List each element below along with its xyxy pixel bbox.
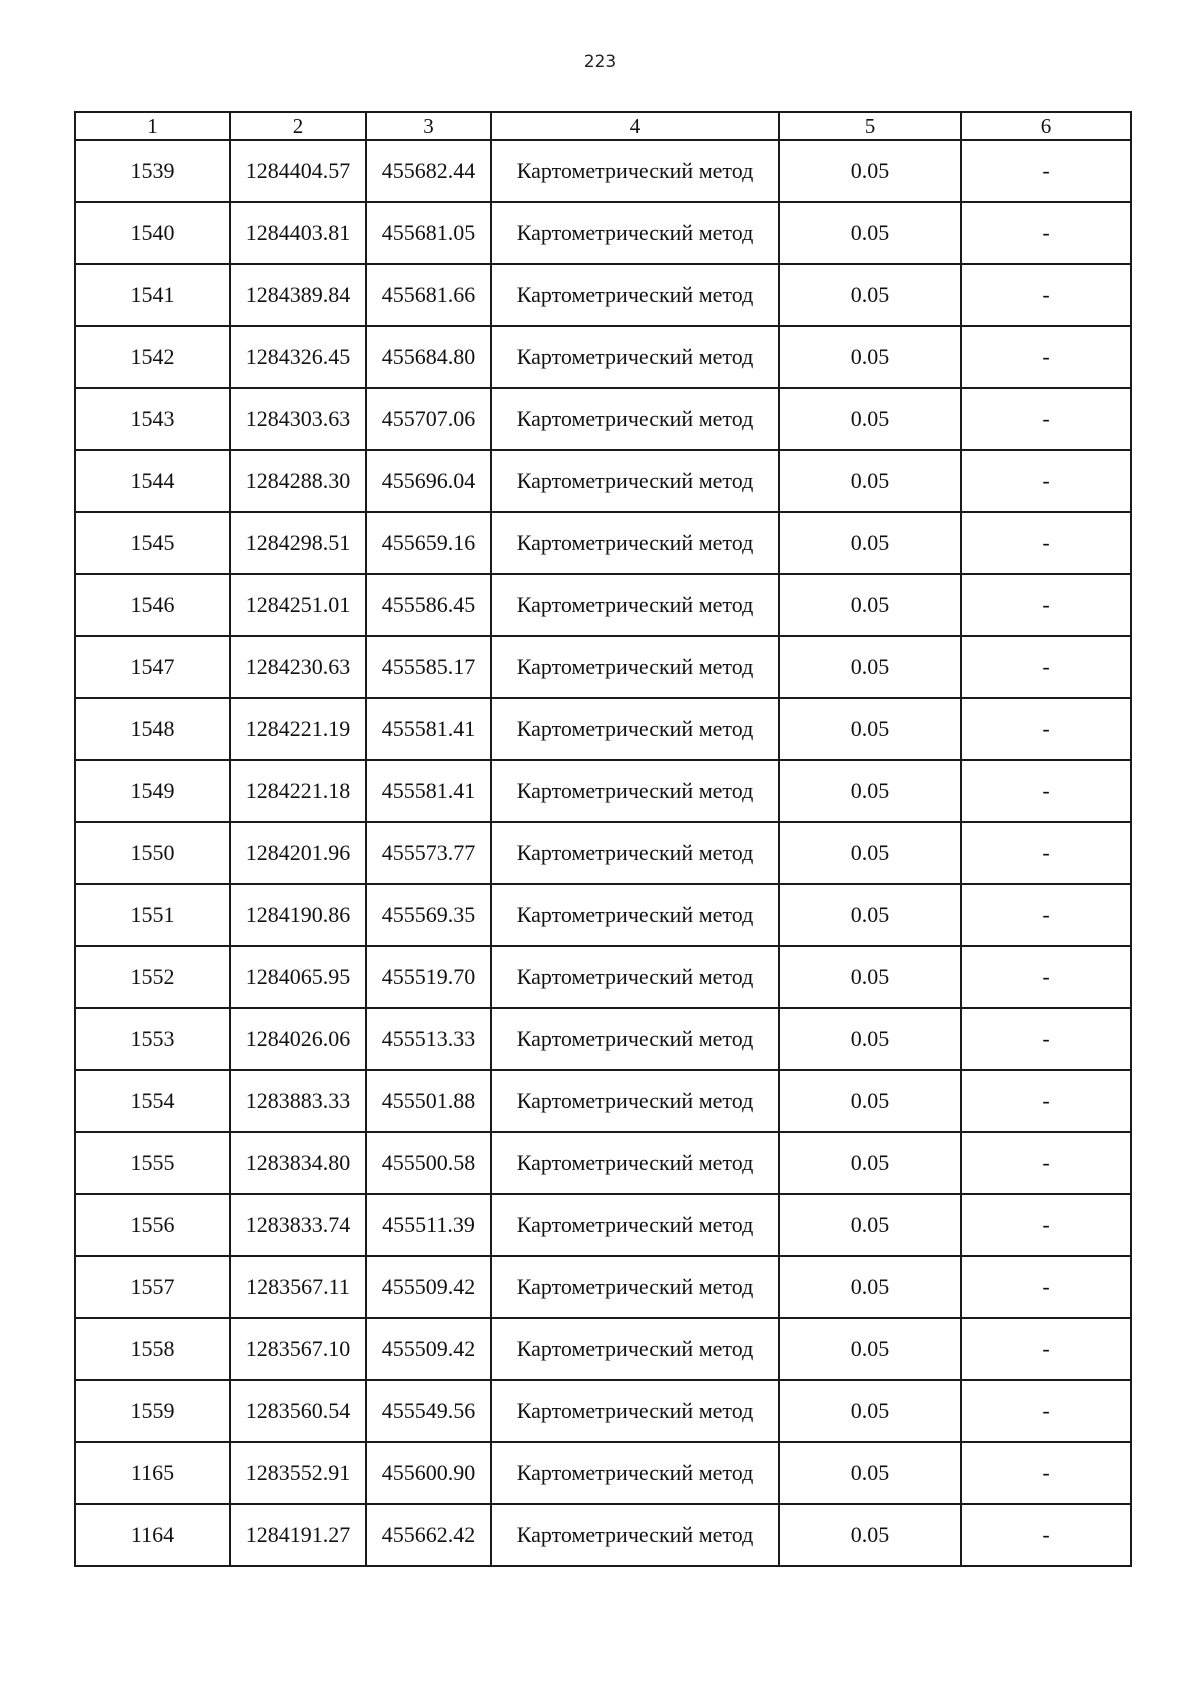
table-row	[75, 1256, 1131, 1318]
x-coordinate-cell: 1284389.84	[230, 264, 366, 326]
x-coordinate-cell: 1283552.91	[230, 1442, 366, 1504]
x-coordinate-cell: 1284065.95	[230, 946, 366, 1008]
y-coordinate-cell: 455511.39	[366, 1194, 491, 1256]
point-number-cell: 1539	[75, 140, 230, 202]
table-row	[75, 822, 1131, 884]
point-number-cell: 1543	[75, 388, 230, 450]
y-coordinate-cell: 455662.42	[366, 1504, 491, 1566]
y-coordinate-cell: 455509.42	[366, 1318, 491, 1380]
table-row	[75, 760, 1131, 822]
note-cell: -	[961, 450, 1131, 512]
table-row	[75, 1070, 1131, 1132]
x-coordinate-cell: 1284298.51	[230, 512, 366, 574]
table-row	[75, 450, 1131, 512]
accuracy-cell: 0.05	[779, 760, 961, 822]
method-cell: Картометрический метод	[491, 636, 779, 698]
accuracy-cell: 0.05	[779, 1380, 961, 1442]
x-coordinate-cell: 1284404.57	[230, 140, 366, 202]
accuracy-cell: 0.05	[779, 698, 961, 760]
note-cell: -	[961, 1132, 1131, 1194]
accuracy-cell: 0.05	[779, 1132, 961, 1194]
accuracy-cell: 0.05	[779, 884, 961, 946]
column-header: 6	[961, 112, 1131, 140]
accuracy-cell: 0.05	[779, 1442, 961, 1504]
x-coordinate-cell: 1284201.96	[230, 822, 366, 884]
method-cell: Картометрический метод	[491, 264, 779, 326]
method-cell: Картометрический метод	[491, 1504, 779, 1566]
x-coordinate-cell: 1283833.74	[230, 1194, 366, 1256]
point-number-cell: 1544	[75, 450, 230, 512]
method-cell: Картометрический метод	[491, 822, 779, 884]
y-coordinate-cell: 455585.17	[366, 636, 491, 698]
point-number-cell: 1551	[75, 884, 230, 946]
table-row	[75, 1132, 1131, 1194]
accuracy-cell: 0.05	[779, 1504, 961, 1566]
column-header: 1	[75, 112, 230, 140]
point-number-cell: 1545	[75, 512, 230, 574]
note-cell: -	[961, 946, 1131, 1008]
y-coordinate-cell: 455569.35	[366, 884, 491, 946]
table-row	[75, 1380, 1131, 1442]
point-number-cell: 1553	[75, 1008, 230, 1070]
table-row	[75, 264, 1131, 326]
y-coordinate-cell: 455659.16	[366, 512, 491, 574]
x-coordinate-cell: 1284190.86	[230, 884, 366, 946]
y-coordinate-cell: 455513.33	[366, 1008, 491, 1070]
note-cell: -	[961, 698, 1131, 760]
x-coordinate-cell: 1283834.80	[230, 1132, 366, 1194]
method-cell: Картометрический метод	[491, 1008, 779, 1070]
column-header: 5	[779, 112, 961, 140]
method-cell: Картометрический метод	[491, 450, 779, 512]
point-number-cell: 1547	[75, 636, 230, 698]
x-coordinate-cell: 1284221.18	[230, 760, 366, 822]
method-cell: Картометрический метод	[491, 512, 779, 574]
page-number: 223	[583, 52, 617, 72]
table-row	[75, 636, 1131, 698]
accuracy-cell: 0.05	[779, 822, 961, 884]
table-row	[75, 884, 1131, 946]
point-number-cell: 1554	[75, 1070, 230, 1132]
accuracy-cell: 0.05	[779, 1256, 961, 1318]
method-cell: Картометрический метод	[491, 1380, 779, 1442]
note-cell: -	[961, 140, 1131, 202]
accuracy-cell: 0.05	[779, 1194, 961, 1256]
point-number-cell: 1540	[75, 202, 230, 264]
y-coordinate-cell: 455707.06	[366, 388, 491, 450]
note-cell: -	[961, 1070, 1131, 1132]
point-number-cell: 1550	[75, 822, 230, 884]
accuracy-cell: 0.05	[779, 636, 961, 698]
note-cell: -	[961, 326, 1131, 388]
table-row	[75, 1442, 1131, 1504]
note-cell: -	[961, 1442, 1131, 1504]
method-cell: Картометрический метод	[491, 1132, 779, 1194]
method-cell: Картометрический метод	[491, 884, 779, 946]
method-cell: Картометрический метод	[491, 388, 779, 450]
x-coordinate-cell: 1284288.30	[230, 450, 366, 512]
y-coordinate-cell: 455681.66	[366, 264, 491, 326]
note-cell: -	[961, 388, 1131, 450]
method-cell: Картометрический метод	[491, 946, 779, 1008]
y-coordinate-cell: 455581.41	[366, 698, 491, 760]
y-coordinate-cell: 455509.42	[366, 1256, 491, 1318]
note-cell: -	[961, 636, 1131, 698]
table-row	[75, 698, 1131, 760]
point-number-cell: 1559	[75, 1380, 230, 1442]
accuracy-cell: 0.05	[779, 574, 961, 636]
method-cell: Картометрический метод	[491, 1070, 779, 1132]
note-cell: -	[961, 574, 1131, 636]
y-coordinate-cell: 455501.88	[366, 1070, 491, 1132]
method-cell: Картометрический метод	[491, 202, 779, 264]
note-cell: -	[961, 512, 1131, 574]
table-row	[75, 574, 1131, 636]
table-header	[75, 112, 1131, 140]
x-coordinate-cell: 1284326.45	[230, 326, 366, 388]
table-row	[75, 202, 1131, 264]
point-number-cell: 1164	[75, 1504, 230, 1566]
note-cell: -	[961, 1256, 1131, 1318]
accuracy-cell: 0.05	[779, 388, 961, 450]
y-coordinate-cell: 455573.77	[366, 822, 491, 884]
y-coordinate-cell: 455684.80	[366, 326, 491, 388]
method-cell: Картометрический метод	[491, 1318, 779, 1380]
column-header: 4	[491, 112, 779, 140]
accuracy-cell: 0.05	[779, 326, 961, 388]
y-coordinate-cell: 455696.04	[366, 450, 491, 512]
accuracy-cell: 0.05	[779, 512, 961, 574]
x-coordinate-cell: 1283883.33	[230, 1070, 366, 1132]
accuracy-cell: 0.05	[779, 140, 961, 202]
accuracy-cell: 0.05	[779, 1070, 961, 1132]
point-number-cell: 1556	[75, 1194, 230, 1256]
method-cell: Картометрический метод	[491, 1442, 779, 1504]
x-coordinate-cell: 1284251.01	[230, 574, 366, 636]
point-number-cell: 1541	[75, 264, 230, 326]
x-coordinate-cell: 1283567.11	[230, 1256, 366, 1318]
x-coordinate-cell: 1284191.27	[230, 1504, 366, 1566]
y-coordinate-cell: 455500.58	[366, 1132, 491, 1194]
point-number-cell: 1552	[75, 946, 230, 1008]
x-coordinate-cell: 1284026.06	[230, 1008, 366, 1070]
x-coordinate-cell: 1284221.19	[230, 698, 366, 760]
column-header: 3	[366, 112, 491, 140]
point-number-cell: 1546	[75, 574, 230, 636]
x-coordinate-cell: 1284303.63	[230, 388, 366, 450]
table-row	[75, 1318, 1131, 1380]
accuracy-cell: 0.05	[779, 1318, 961, 1380]
note-cell: -	[961, 822, 1131, 884]
point-number-cell: 1542	[75, 326, 230, 388]
table-row	[75, 946, 1131, 1008]
note-cell: -	[961, 202, 1131, 264]
point-number-cell: 1549	[75, 760, 230, 822]
x-coordinate-cell: 1283567.10	[230, 1318, 366, 1380]
accuracy-cell: 0.05	[779, 450, 961, 512]
y-coordinate-cell: 455600.90	[366, 1442, 491, 1504]
method-cell: Картометрический метод	[491, 1256, 779, 1318]
y-coordinate-cell: 455581.41	[366, 760, 491, 822]
note-cell: -	[961, 760, 1131, 822]
point-number-cell: 1548	[75, 698, 230, 760]
x-coordinate-cell: 1283560.54	[230, 1380, 366, 1442]
table-row	[75, 1504, 1131, 1566]
method-cell: Картометрический метод	[491, 760, 779, 822]
method-cell: Картометрический метод	[491, 574, 779, 636]
y-coordinate-cell: 455586.45	[366, 574, 491, 636]
table-row	[75, 388, 1131, 450]
table-row	[75, 1194, 1131, 1256]
method-cell: Картометрический метод	[491, 698, 779, 760]
note-cell: -	[961, 1504, 1131, 1566]
point-number-cell: 1165	[75, 1442, 230, 1504]
note-cell: -	[961, 1380, 1131, 1442]
x-coordinate-cell: 1284403.81	[230, 202, 366, 264]
coordinates-table	[74, 111, 1132, 1567]
method-cell: Картометрический метод	[491, 1194, 779, 1256]
note-cell: -	[961, 1318, 1131, 1380]
x-coordinate-cell: 1284230.63	[230, 636, 366, 698]
table-body	[75, 140, 1131, 1566]
note-cell: -	[961, 264, 1131, 326]
y-coordinate-cell: 455681.05	[366, 202, 491, 264]
y-coordinate-cell: 455519.70	[366, 946, 491, 1008]
note-cell: -	[961, 884, 1131, 946]
y-coordinate-cell: 455549.56	[366, 1380, 491, 1442]
method-cell: Картометрический метод	[491, 140, 779, 202]
table-row	[75, 1008, 1131, 1070]
point-number-cell: 1557	[75, 1256, 230, 1318]
y-coordinate-cell: 455682.44	[366, 140, 491, 202]
point-number-cell: 1555	[75, 1132, 230, 1194]
accuracy-cell: 0.05	[779, 202, 961, 264]
accuracy-cell: 0.05	[779, 946, 961, 1008]
table-row	[75, 140, 1131, 202]
method-cell: Картометрический метод	[491, 326, 779, 388]
accuracy-cell: 0.05	[779, 1008, 961, 1070]
table-row	[75, 326, 1131, 388]
note-cell: -	[961, 1194, 1131, 1256]
table-row	[75, 512, 1131, 574]
header-row	[75, 112, 1131, 140]
note-cell: -	[961, 1008, 1131, 1070]
column-header: 2	[230, 112, 366, 140]
accuracy-cell: 0.05	[779, 264, 961, 326]
point-number-cell: 1558	[75, 1318, 230, 1380]
